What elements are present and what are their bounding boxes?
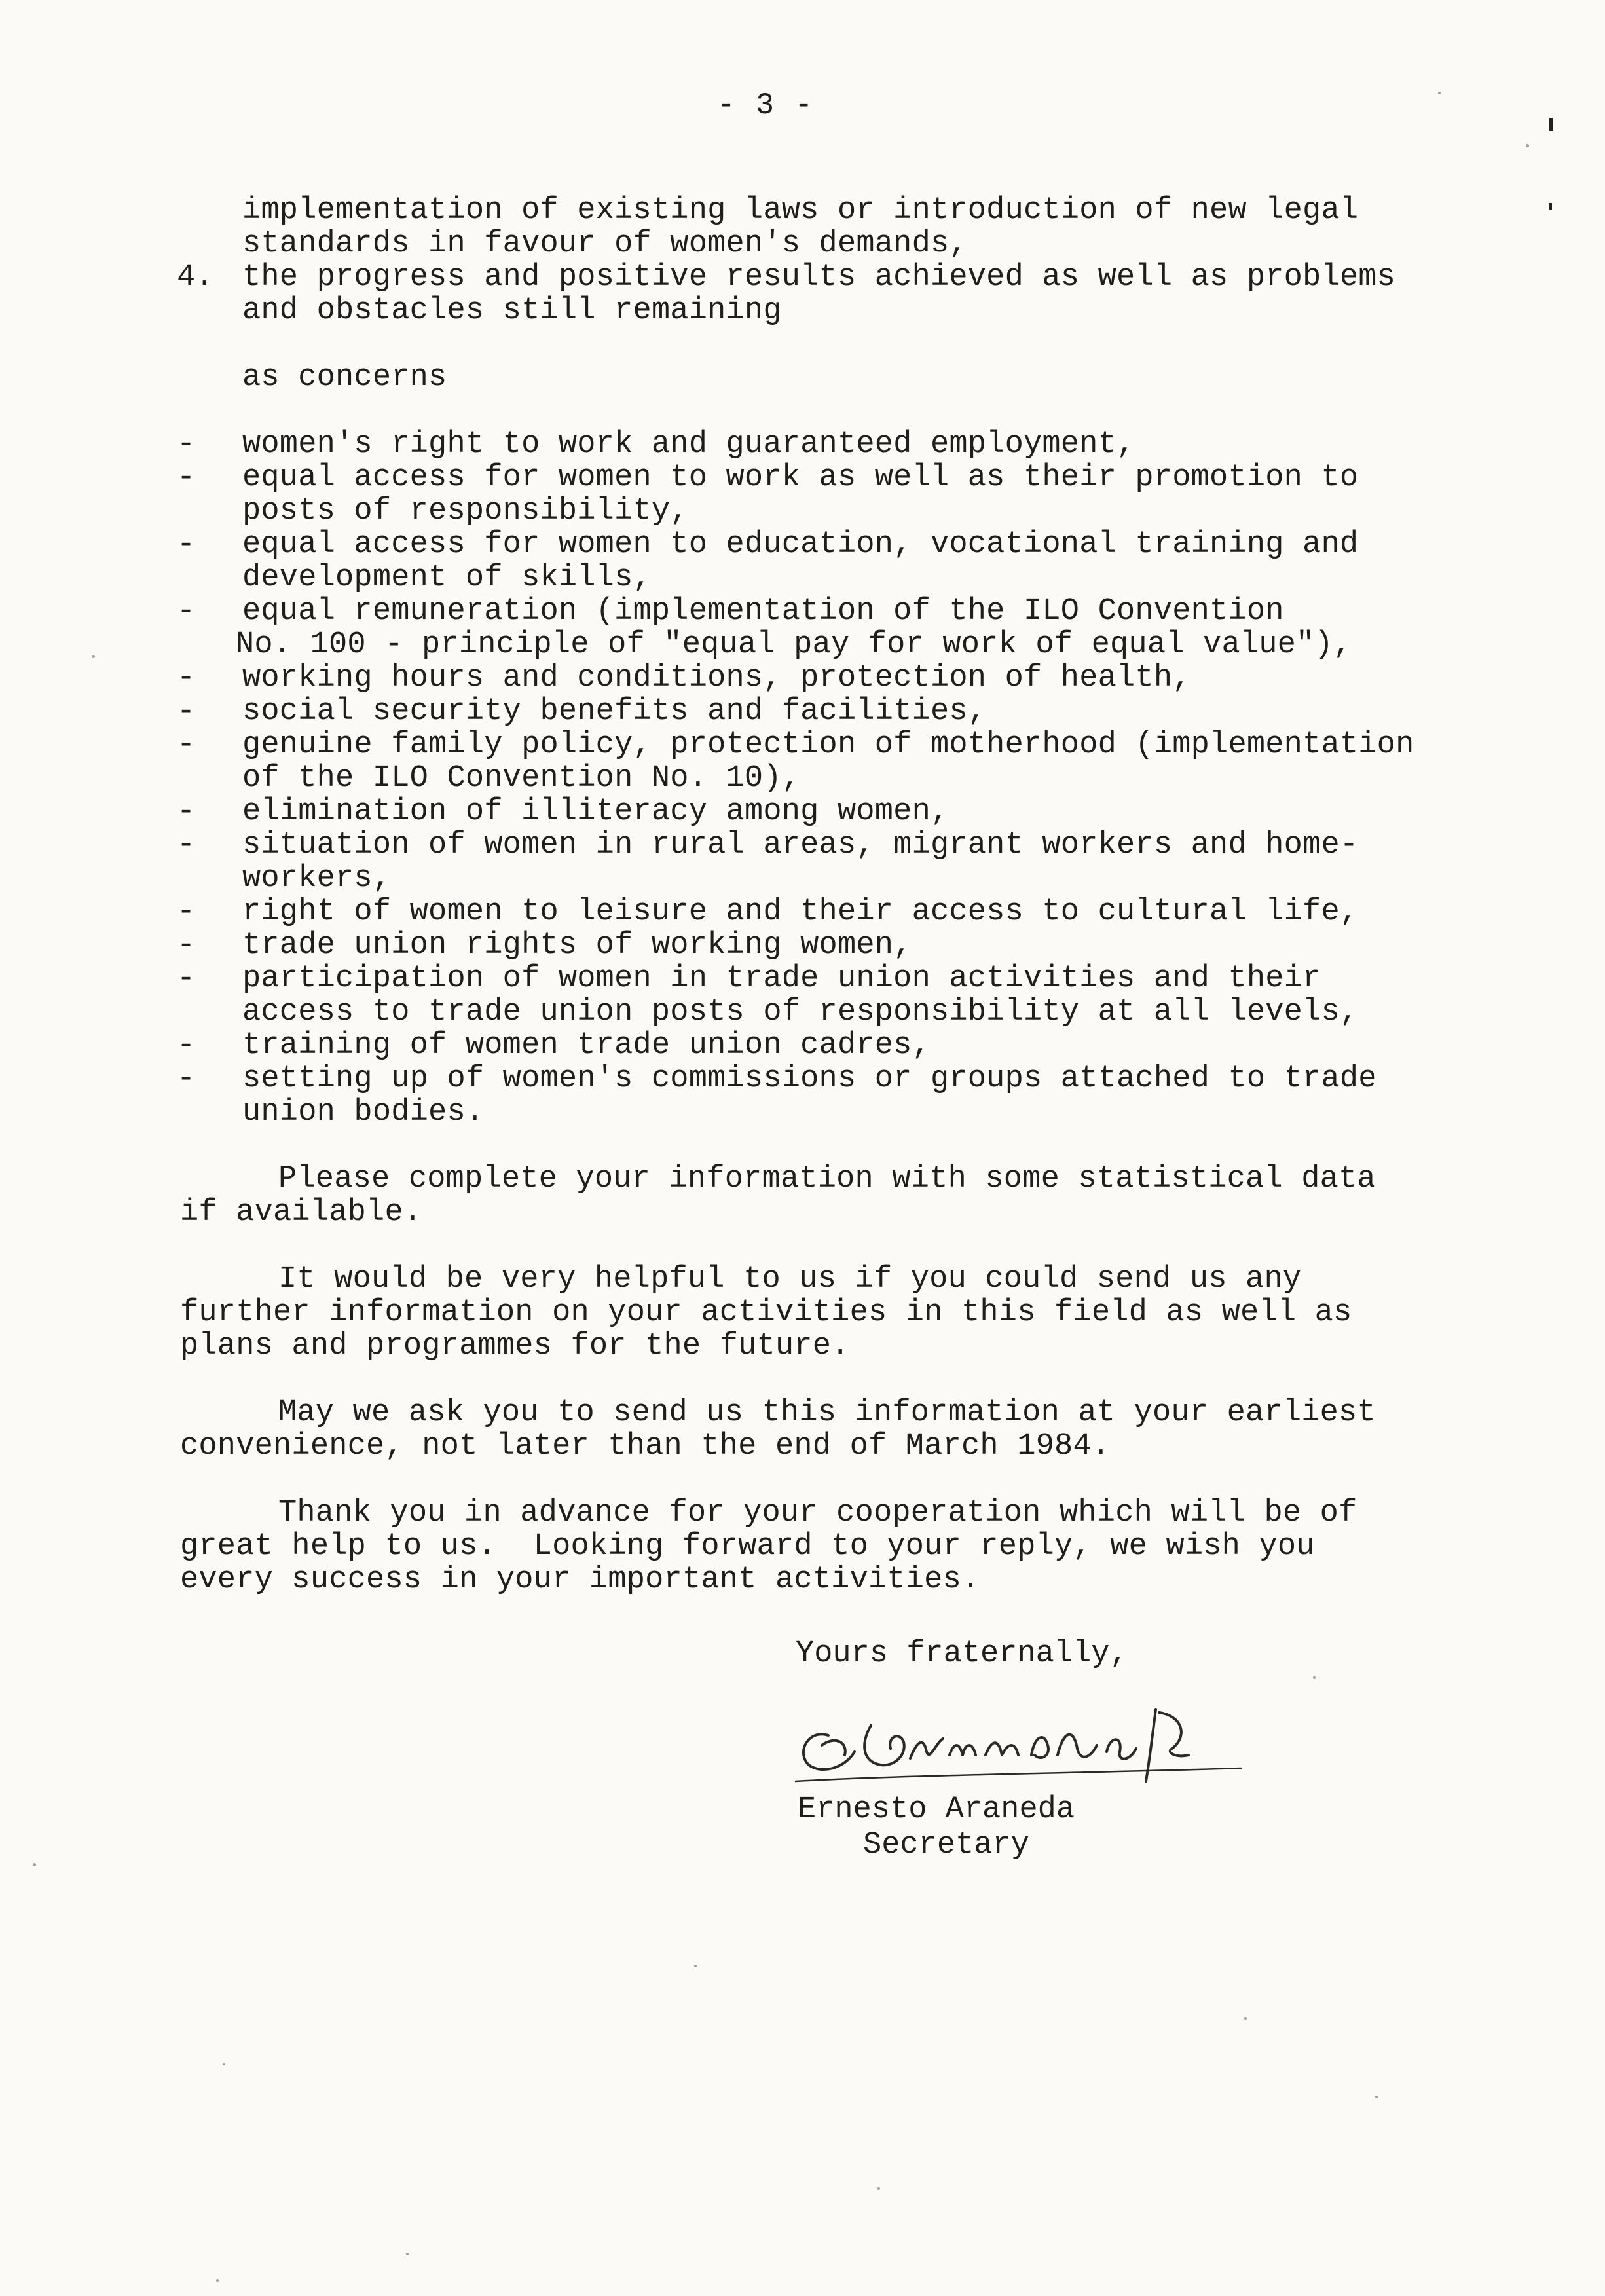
scan-speck [33, 1863, 36, 1866]
list-item: development of skills, [242, 561, 652, 595]
closing: Yours fraternally, [796, 1637, 1128, 1671]
scan-speck [1438, 92, 1441, 94]
list-item: No. 100 - principle of "equal pay for work of equal value"), [236, 627, 1352, 662]
scan-speck [216, 2279, 219, 2282]
paragraph-line: every success in your important activities. [180, 1563, 980, 1597]
paragraph-line: Thank you in advance for your cooperation which will be of [278, 1496, 1357, 1530]
bullet-marker: - [177, 527, 196, 562]
scan-speck [1244, 2017, 1247, 2020]
bullet-marker: - [177, 460, 196, 495]
bullet-marker: - [177, 661, 196, 695]
list-item: training of women trade union cadres, [242, 1028, 931, 1063]
intro-line: standards in favour of women's demands, [242, 227, 968, 261]
bullet-marker: - [177, 895, 196, 929]
list-item: of the ILO Convention No. 10), [242, 761, 801, 796]
bullet-marker: - [177, 828, 196, 862]
paragraph-line: plans and programmes for the future. [180, 1329, 850, 1363]
scan-speck [1313, 1676, 1316, 1679]
bullet-marker: - [177, 794, 196, 829]
list-item: workers, [242, 861, 392, 896]
list-item: access to trade union posts of responsibility at all levels, [242, 995, 1359, 1029]
bullet-marker: - [177, 694, 196, 729]
handwritten-signature [783, 1690, 1280, 1788]
bullet-marker: - [177, 1028, 196, 1063]
list-item: elimination of illiteracy among women, [242, 794, 950, 829]
bullet-marker: - [177, 1062, 196, 1096]
paragraph-line: Please complete your information with some statistical data [278, 1162, 1376, 1196]
list-item: posts of responsibility, [242, 494, 689, 528]
scan-speck [406, 2253, 409, 2255]
paragraph-line: if available. [180, 1195, 422, 1230]
item4-line: the progress and positive results achieved as well as problems [242, 260, 1396, 295]
list-item: genuine family policy, protection of motherhood (implementation [242, 728, 1414, 762]
as-concerns: as concerns [242, 360, 447, 395]
list-item: equal access for women to work as well as their promotion to [242, 460, 1359, 495]
bullet-marker: - [177, 928, 196, 963]
bullet-marker: - [177, 961, 196, 996]
scan-speck [1526, 144, 1529, 147]
scan-speck [877, 2187, 880, 2190]
bullet-marker: - [177, 594, 196, 629]
scan-mark [1549, 118, 1553, 131]
signatory-title: Secretary [863, 1828, 1029, 1862]
paragraph-line: It would be very helpful to us if you could send us any [278, 1262, 1302, 1297]
list-item: trade union rights of working women, [242, 928, 912, 963]
signatory-name: Ernesto Araneda [798, 1792, 1075, 1827]
scan-speck [694, 1965, 697, 1967]
scan-speck [1375, 2096, 1378, 2098]
scan-mark [1549, 203, 1552, 210]
list-item: right of women to leisure and their access to cultural life, [242, 895, 1359, 929]
paragraph-line: further information on your activities in this field as well as [180, 1295, 1352, 1330]
item4-line: and obstacles still remaining [242, 293, 782, 328]
bullet-marker: - [177, 427, 196, 462]
item-number: 4. [177, 260, 214, 295]
list-item: working hours and conditions, protection of health, [242, 661, 1191, 695]
paragraph-line: convenience, not later than the end of March 1984. [180, 1429, 1111, 1464]
paragraph-line: great help to us. Looking forward to your reply, we wish you [180, 1529, 1315, 1564]
intro-line: implementation of existing laws or introduction of new legal [242, 193, 1359, 228]
list-item: women's right to work and guaranteed employment, [242, 427, 1135, 462]
list-item: union bodies. [242, 1095, 485, 1130]
list-item: equal remuneration (implementation of the ILO Convention [242, 594, 1284, 629]
list-item: setting up of women's commissions or groups attached to trade [242, 1062, 1377, 1096]
bullet-marker: - [177, 728, 196, 762]
scan-speck [92, 655, 95, 658]
list-item: situation of women in rural areas, migrant workers and home- [242, 828, 1359, 862]
scan-speck [223, 2063, 225, 2065]
page-number: - 3 - [717, 88, 815, 122]
list-item: equal access for women to education, vocational training and [242, 527, 1359, 562]
list-item: social security benefits and facilities, [242, 694, 987, 729]
paragraph-line: May we ask you to send us this information at your earliest [278, 1396, 1376, 1430]
list-item: participation of women in trade union activities and their [242, 961, 1321, 996]
